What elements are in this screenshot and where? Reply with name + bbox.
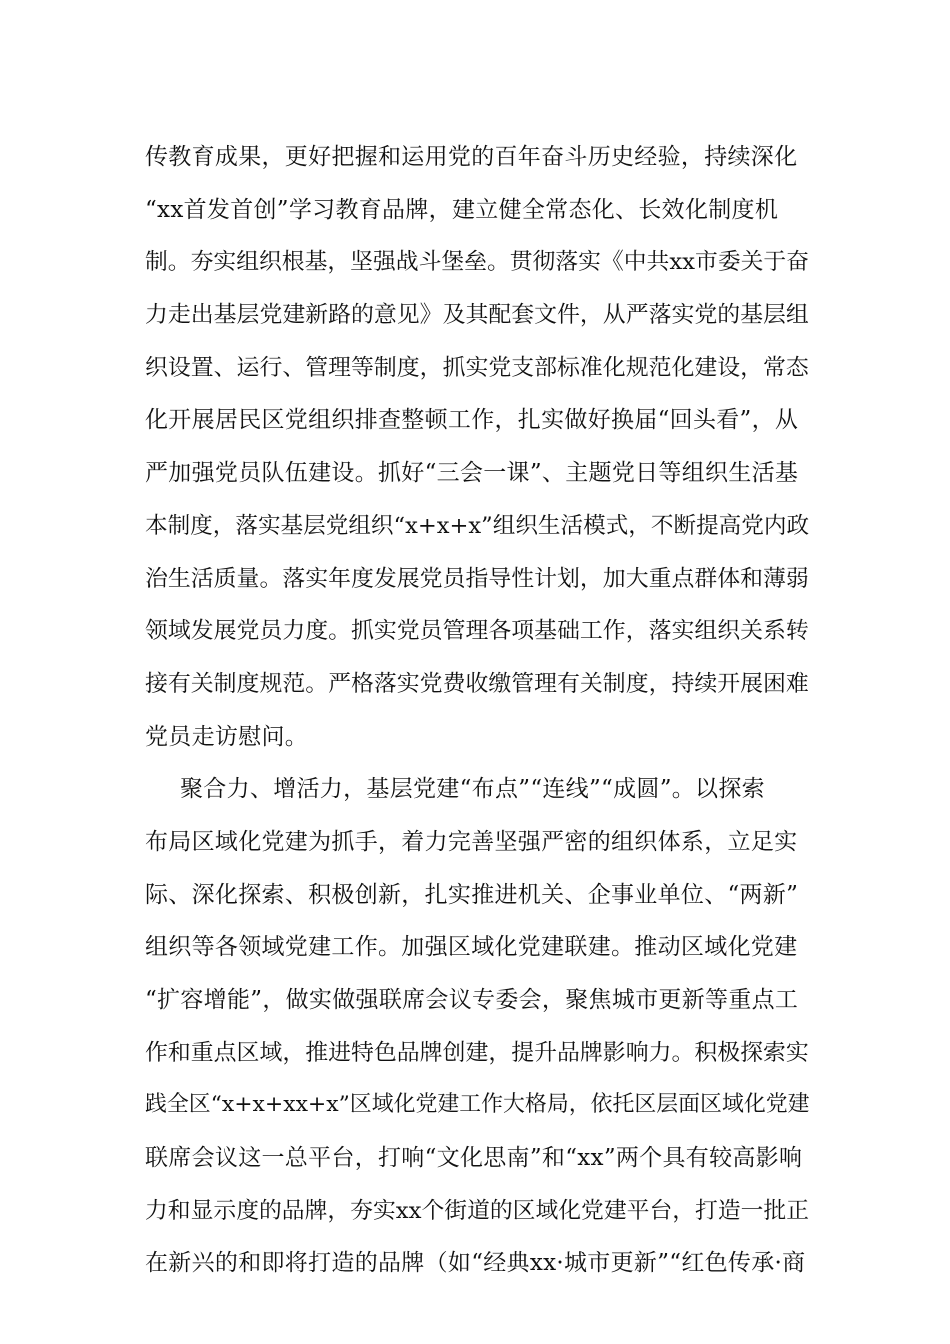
text-line: 布局区域化党建为抓手，着力完善坚强严密的组织体系，立足实 <box>145 828 798 855</box>
text-line: 制。夯实组织根基，坚强战斗堡垒。贯彻落实《中共xx市委关于奋 <box>145 249 810 276</box>
body-text <box>145 131 810 1290</box>
text-line: 力走出基层党建新路的意见》及其配套文件，从严落实党的基层组 <box>145 302 809 329</box>
text-line: 领域发展党员力度。抓实党员管理各项基础工作，落实组织关系转 <box>145 618 809 645</box>
paragraph-start-line: 聚合力、增活力，基层党建“布点”“连线”“成圆”。以探索 <box>180 776 765 803</box>
text-line: “xx首发首创”学习教育品牌，建立健全常态化、长效化制度机 <box>145 196 779 223</box>
text-line: 在新兴的和即将打造的品牌（如“经典xx·城市更新”“红色传承·商 <box>145 1250 806 1277</box>
text-line: 严加强党员队伍建设。抓好“三会一课”、主题党日等组织生活基 <box>145 460 799 487</box>
text-line: 组织等各领域党建工作。加强区域化党建联建。推动区域化党建 <box>145 934 798 961</box>
text-line: 党员走访慰问。 <box>145 723 309 750</box>
text-line: 本制度，落实基层党组织“x+x+x”组织生活模式，不断提高党内政 <box>145 512 810 539</box>
text-line: 织设置、运行、管理等制度，抓实党支部标准化规范化建设，常态 <box>145 354 809 381</box>
text-line: 治生活质量。落实年度发展党员指导性计划，加大重点群体和薄弱 <box>145 565 809 592</box>
text-line: 接有关制度规范。严格落实党费收缴管理有关制度，持续开展困难 <box>145 670 809 697</box>
text-line: 践全区“x+x+xx+x”区域化党建工作大格局，依托区层面区域化党建 <box>145 1092 810 1118</box>
text-line: 传教育成果，更好把握和运用党的百年奋斗历史经验，持续深化 <box>145 144 798 170</box>
text-line: 力和显示度的品牌，夯实xx个街道的区域化党建平台，打造一批正 <box>145 1197 810 1224</box>
text-line: “扩容增能”，做实做强联席会议专委会，聚焦城市更新等重点工 <box>145 987 799 1013</box>
text-line: 作和重点区域，推进特色品牌创建，提升品牌影响力。积极探索实 <box>145 1039 809 1066</box>
text-line: 际、深化探索、积极创新，扎实推进机关、企事业单位、“两新” <box>145 881 799 908</box>
text-line: 化开展居民区党组织排查整顿工作，扎实做好换届“回头看”，从 <box>145 407 799 434</box>
text-line: 联席会议这一总平台，打响“文化思南”和“xx”两个具有较高影响 <box>145 1145 803 1172</box>
